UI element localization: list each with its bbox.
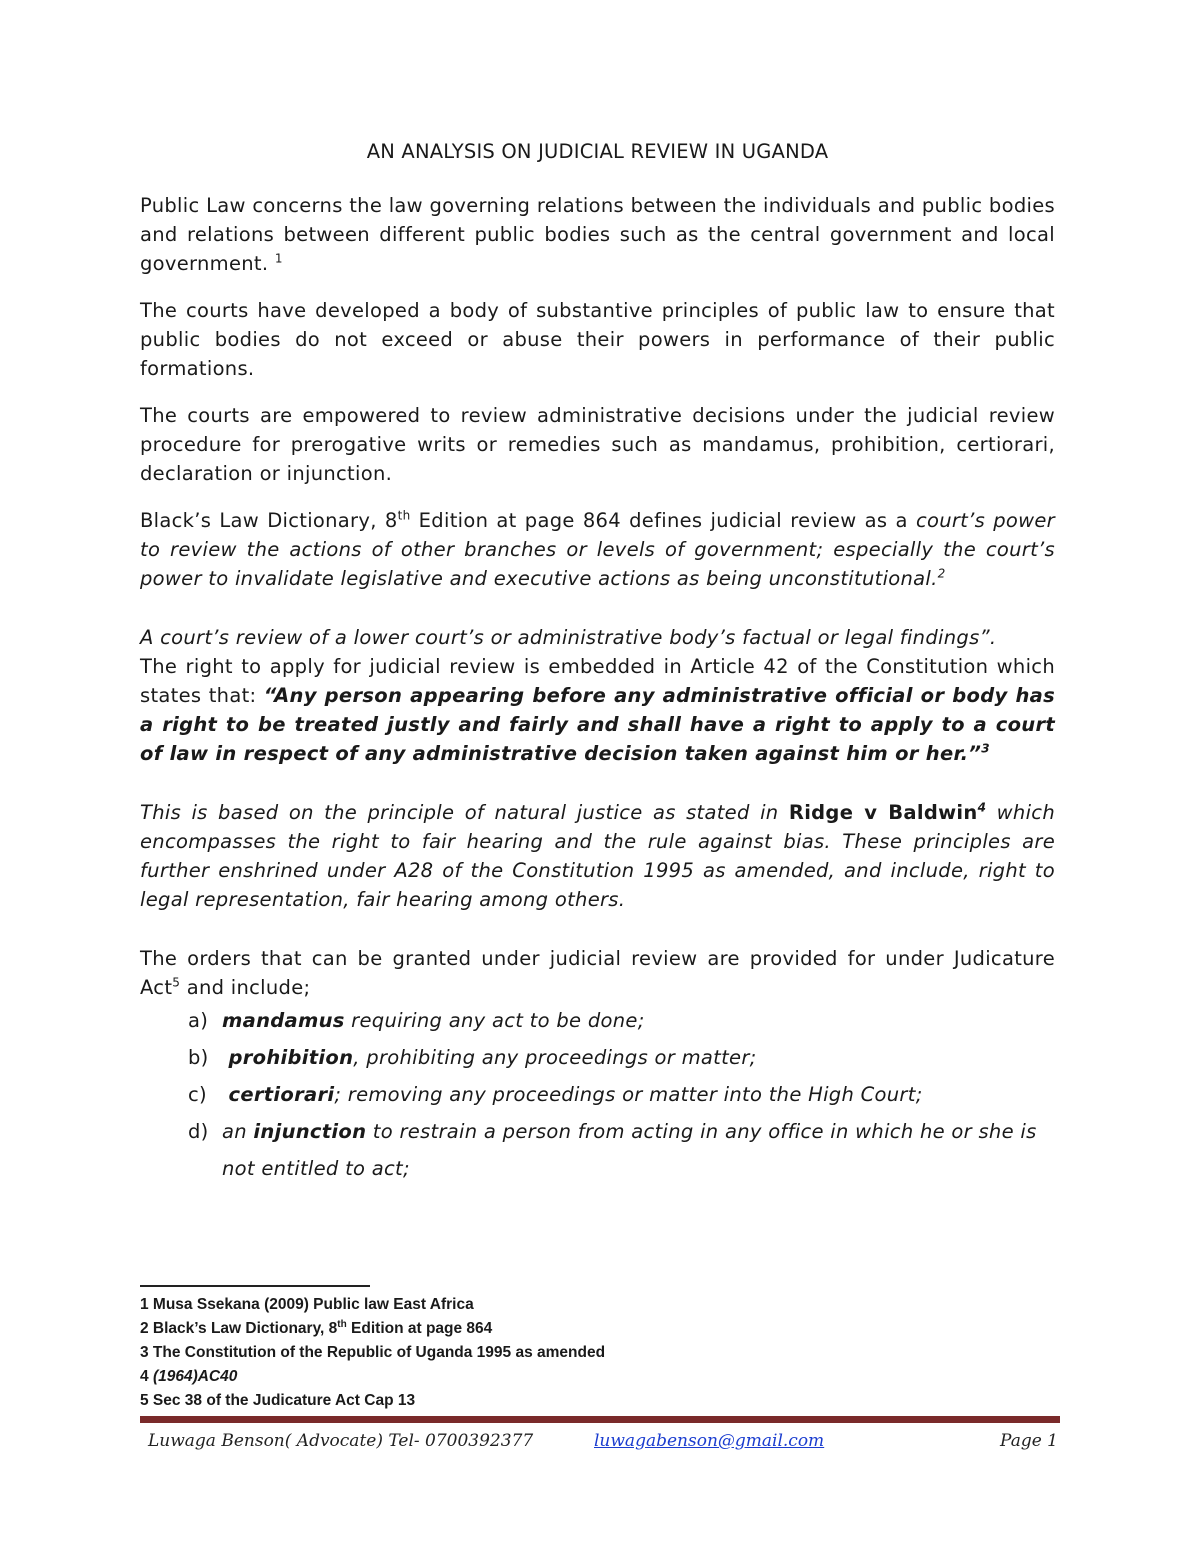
footnote-3: 3 The Constitution of the Republic of Uganda 1995 as amended <box>140 1344 606 1361</box>
order-term: prohibition <box>228 1046 354 1069</box>
order-description: ; removing any proceedings or matter into the High Court; <box>334 1083 923 1106</box>
paragraph-text: which encompasses the right to fair hearing and the rule against bias. These principles are further enshrined under A28 of the Constitution 1995 as amended, and include, right to legal representation, fair hearing among others. <box>140 801 1055 911</box>
order-description: to restrain a person from acting in any office in which he or she is not entitled to act; <box>222 1120 1037 1180</box>
footnote-ref[interactable]: 5 <box>172 975 181 990</box>
list-marker: b) <box>188 1046 209 1069</box>
definition-quote: court’s power to review the actions of other branches or levels of government; especially the court’s power to invalidate legislative and executive actions as being unconstitutional. <box>140 509 1056 590</box>
footnote-ref[interactable]: 4 <box>977 800 987 815</box>
footnotes <box>140 1293 1040 1413</box>
paragraph-court-review: A court’s review of a lower court’s or administrative body’s factual or legal findings”. <box>140 626 997 649</box>
order-description: requiring any act to be done; <box>344 1009 645 1032</box>
list-item <box>140 1039 1055 1076</box>
footnote-4 <box>140 1365 1040 1389</box>
order-term: injunction <box>253 1120 367 1143</box>
footer-email-link[interactable]: luwagabenson@gmail.com <box>594 1431 825 1451</box>
item-prefix: an <box>222 1120 254 1143</box>
list-item <box>140 1076 1055 1113</box>
case-name: Ridge v Baldwin <box>788 801 978 824</box>
footnote-ref[interactable]: 1 <box>274 251 283 266</box>
document-page <box>140 140 1055 1187</box>
paragraph-text: Black’s Law Dictionary, 8 <box>140 509 398 532</box>
footer-divider <box>140 1416 1060 1423</box>
superscript: th <box>397 508 411 523</box>
footnote-text: (1964)AC40 <box>152 1368 238 1385</box>
footnote-ref[interactable]: 3 <box>981 741 990 756</box>
paragraph-blacks-definition <box>140 506 1055 593</box>
list-marker: d) <box>188 1120 209 1143</box>
orders-list <box>140 1002 1055 1187</box>
paragraph-text: Edition at page 864 defines judicial review as a <box>410 509 916 532</box>
order-term: certiorari <box>228 1083 335 1106</box>
paragraph-text: Public Law concerns the law governing relations between the individuals and public bodies and relations between different public bodies such as the central government and local government. <box>140 194 1055 275</box>
paragraph-text: and include; <box>180 976 311 999</box>
paragraph-text: The orders that can be granted under judicial review are provided for under Judicature Act <box>140 947 1055 999</box>
paragraph-text: The right to apply for judicial review is embedded in Article 42 of the Constitution which states that: <box>140 655 1055 707</box>
list-item <box>140 1002 1055 1039</box>
footnote-text: Edition at page 864 <box>346 1320 493 1337</box>
footnote-1: 1 Musa Ssekana (2009) Public law East Africa <box>140 1296 474 1313</box>
list-item <box>140 1113 1055 1187</box>
footer-author: Luwaga Benson( Advocate) Tel- 0700392377 <box>148 1431 534 1451</box>
superscript: th <box>337 1318 347 1330</box>
list-marker: c) <box>188 1083 207 1106</box>
paragraph-orders-intro <box>140 944 1055 1002</box>
footnote-number: 4 <box>140 1368 153 1385</box>
paragraph-courts-principles: The courts have developed a body of substantive principles of public law to ensure that public bodies do not exceed or abuse their powers in performance of their public formations. <box>140 299 1055 380</box>
order-term: mandamus <box>222 1009 345 1032</box>
paragraph-text: This is based on the principle of natural justice as stated in <box>140 801 789 824</box>
list-marker: a) <box>188 1009 209 1032</box>
footnote-ref[interactable]: 2 <box>937 566 946 581</box>
paragraph-public-law <box>140 191 1055 278</box>
footnote-divider <box>140 1285 370 1287</box>
footnote-5: 5 Sec 38 of the Judicature Act Cap 13 <box>140 1392 416 1409</box>
constitution-quote: “Any person appearing before any administrative official or body has a right to be treated justly and fairly and shall have a right to apply to a court of law in respect of any administrative decision taken against him or her.” <box>140 684 1055 765</box>
footnote-text: 2 Black’s Law Dictionary, 8 <box>140 1320 338 1337</box>
page-number: Page 1 <box>1000 1431 1058 1451</box>
paragraph-natural-justice <box>140 798 1055 914</box>
order-description: , prohibiting any proceedings or matter; <box>353 1046 757 1069</box>
paragraph-article-42 <box>140 652 1055 768</box>
footnote-2 <box>140 1317 1040 1341</box>
document-title: AN ANALYSIS ON JUDICIAL REVIEW IN UGANDA <box>366 140 829 163</box>
paragraph-courts-empowered: The courts are empowered to review administrative decisions under the judicial review procedure for prerogative writs or remedies such as mandamus, prohibition, certiorari, declaration or injunction. <box>140 404 1055 485</box>
